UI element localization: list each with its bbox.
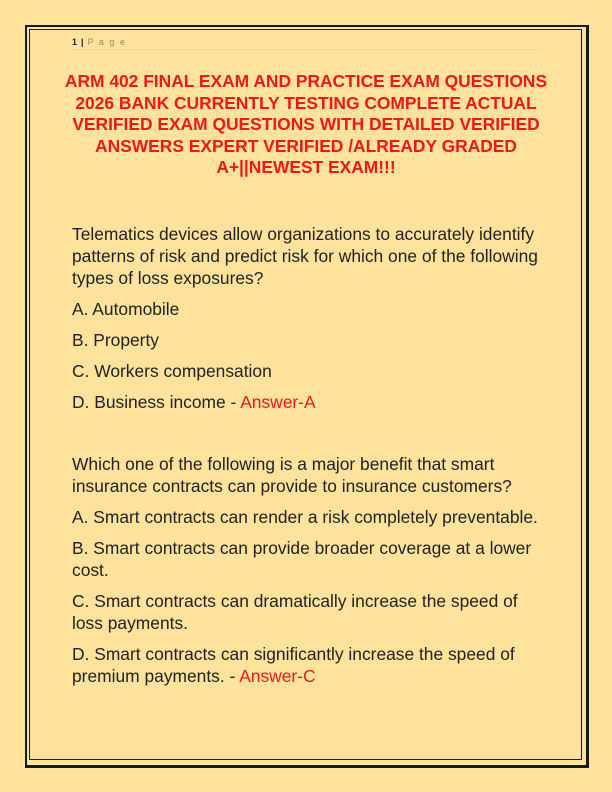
option: C. Smart contracts can dramatically increase the speed of loss payments. xyxy=(72,591,518,633)
page-number: 1 xyxy=(72,37,78,47)
option: B. Property xyxy=(72,330,159,350)
option: C. Workers compensation xyxy=(72,361,272,381)
option: B. Smart contracts can provide broader coverage at a lower cost. xyxy=(72,538,532,580)
page-header: 1 | P a g e xyxy=(72,37,542,50)
option-with-answer: D. Smart contracts can significantly increase the speed of premium payments. - Answer-C xyxy=(72,644,515,686)
option: A. Smart contracts can render a risk completely preventable. xyxy=(72,507,538,527)
answer: Answer-A xyxy=(240,392,316,412)
question-text: Telematics devices allow organizations to accurately identify patterns of risk and predict risk for which one of the following types of loss exposures? xyxy=(72,224,538,288)
answer: Answer-C xyxy=(239,666,316,686)
option: A. Automobile xyxy=(72,299,180,319)
question-text: Which one of the following is a major benefit that smart insurance contracts can provide to insurance customers? xyxy=(72,454,512,496)
page-label: P a g e xyxy=(87,37,127,47)
document-body xyxy=(72,223,552,696)
option-with-answer: D. Business income - Answer-A xyxy=(72,392,316,412)
document-title: ARM 402 FINAL EXAM AND PRACTICE EXAM QUESTIONS 2026 BANK CURRENTLY TESTING COMPLETE ACTUAL VERIFIED EXAM QUESTIONS WITH DETAILED VERIFIED ANSWERS EXPERT VERIFIED /ALREADY GRADED A+||NEWEST EXAM!!! xyxy=(64,71,548,177)
